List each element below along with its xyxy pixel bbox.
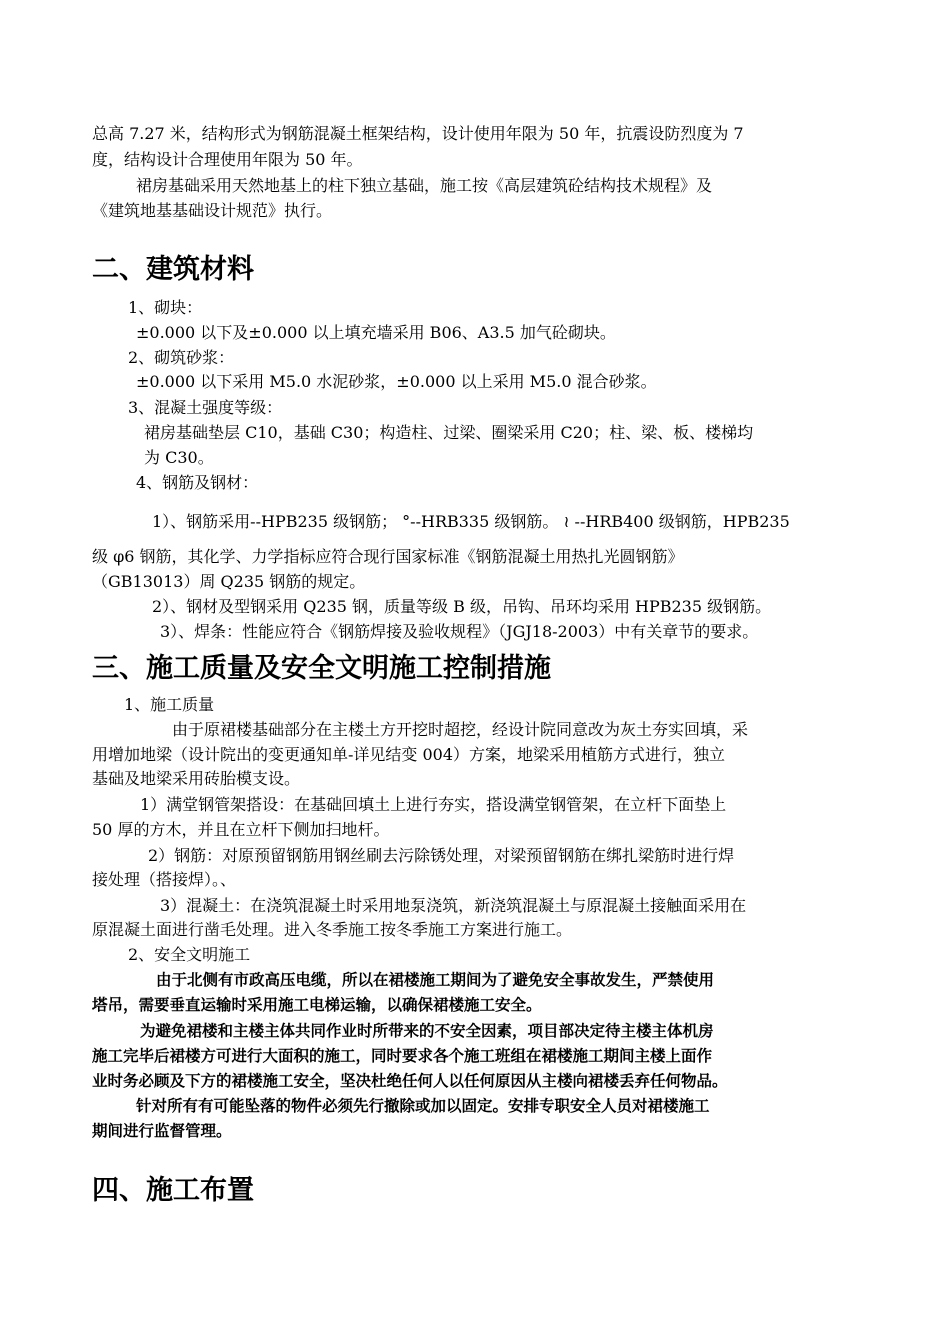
sec3-quality-line-5: 50 厚的方木，并且在立杆下侧加扫地杆。 <box>92 820 390 839</box>
sec3-quality-line-2: 用增加地梁（设计院出的变更通知单-详见结变 004）方案，地梁采用植筋方式进行，独立 <box>92 745 726 764</box>
sec3-quality-line-6: 2）钢筋：对原预留钢筋用钢丝刷去污除锈处理，对梁预留钢筋在绑扎梁筋时进行焊 <box>148 846 735 865</box>
sec3-safety-line-4: 施工完毕后裙楼方可进行大面积的施工，同时要求各个施工班组在裙楼施工期间主楼上面作 <box>92 1047 713 1065</box>
sec3-quality-line-7: 接处理（搭接焊）。、 <box>92 870 237 889</box>
sec2-item-4-detail-4: 2）、钢材及型钢采用 Q235 钢，质量等级 B 级，吊钩、吊环均采用 HPB235 级钢筋。 <box>152 597 772 616</box>
sec3-safety-line-5: 业时务必顾及下方的裙楼施工安全，坚决杜绝任何人以任何原因从主楼向裙楼丢弃任何物品。 <box>92 1072 728 1090</box>
sec3-quality-title: 1、施工质量 <box>124 695 215 714</box>
sec2-item-1: 1、砌块： <box>128 298 203 317</box>
sec3-quality-line-1: 由于原裙楼基础部分在主楼土方开挖时超挖，经设计院同意改为灰土夯实回填，采 <box>172 720 749 739</box>
sec3-safety-line-3: 为避免裙楼和主楼主体共同作业时所带来的不安全因素，项目部决定待主楼主体机房 <box>140 1022 714 1040</box>
section-3-heading: 三、施工质量及安全文明施工控制措施 <box>92 653 551 684</box>
sec2-item-4-detail-3: （GB13013）周 Q235 钢筋的规定。 <box>92 572 366 591</box>
sec3-quality-line-4: 1）满堂钢管架搭设：在基础回填土上进行夯实，搭设满堂钢管架，在立杆下面垫上 <box>140 795 727 814</box>
sec3-safety-title: 2、安全文明施工 <box>128 945 251 964</box>
sec3-safety-line-7: 期间进行监督管理。 <box>92 1122 232 1140</box>
sec2-item-2: 2、砌筑砂浆： <box>128 348 235 367</box>
sec2-item-3-detail-2: 为 C30。 <box>144 448 214 467</box>
sec2-item-4-detail-5: 3）、焊条：性能应符合《钢筋焊接及验收规程》（JGJ18-2003）中有关章节的要求。 <box>160 622 759 641</box>
sec3-safety-line-1: 由于北侧有市政高压电缆，所以在裙楼施工期间为了避免安全事故发生，严禁使用 <box>156 971 715 989</box>
sec2-item-3-detail-1: 裙房基础垫层 C10，基础 C30；构造柱、过梁、圈梁采用 C20；柱、梁、板、楼梯均 <box>144 423 754 442</box>
sec2-item-4-detail-1: 1）、钢筋采用--HPB235 级钢筋； °--HRB335 级钢筋。 ≀ --HRB400 级钢筋，HPB235 <box>152 512 790 531</box>
intro-line-2: 度，结构设计合理使用年限为 50 年。 <box>92 150 363 169</box>
sec3-quality-line-3: 基础及地梁采用砖胎模支设。 <box>92 769 301 788</box>
sec2-item-2-detail: ±0.000 以下采用 M5.0 水泥砂浆，±0.000 以上采用 M5.0 混合砂浆。 <box>136 372 657 391</box>
sec3-safety-line-6: 针对所有有可能坠落的物件必须先行撤除或加以固定。安排专职安全人员对裙楼施工 <box>136 1097 710 1115</box>
sec3-safety-line-2: 塔吊，需要垂直运输时采用施工电梯运输，以确保裙楼施工安全。 <box>92 996 542 1014</box>
sec2-item-1-detail: ±0.000 以下及±0.000 以上填充墙采用 B06、A3.5 加气砼砌块。 <box>136 323 616 342</box>
sec2-item-3: 3、混凝土强度等级： <box>128 398 283 417</box>
intro-line-1: 总高 7.27 米，结构形式为钢筋混凝土框架结构，设计使用年限为 50 年，抗震设防烈度为 7 <box>92 124 744 143</box>
section-2-heading: 二、建筑材料 <box>92 254 254 285</box>
intro-line-3: 裙房基础采用天然地基上的柱下独立基础，施工按《高层建筑砼结构技术规程》及 <box>136 176 713 195</box>
sec3-quality-line-9: 原混凝土面进行凿毛处理。进入冬季施工按冬季施工方案进行施工。 <box>92 920 573 939</box>
section-4-heading: 四、施工布置 <box>92 1175 254 1206</box>
sec2-item-4: 4、钢筋及钢材： <box>136 473 259 492</box>
sec2-item-4-detail-2: 级 φ6 钢筋，其化学、力学指标应符合现行国家标准《钢筋混凝土用热扎光圆钢筋》 <box>92 547 684 566</box>
sec3-quality-line-8: 3）混凝土：在浇筑混凝土时采用地泵浇筑，新浇筑混凝土与原混凝土接触面采用在 <box>160 896 747 915</box>
intro-line-4: 《建筑地基基础设计规范》执行。 <box>92 201 333 220</box>
